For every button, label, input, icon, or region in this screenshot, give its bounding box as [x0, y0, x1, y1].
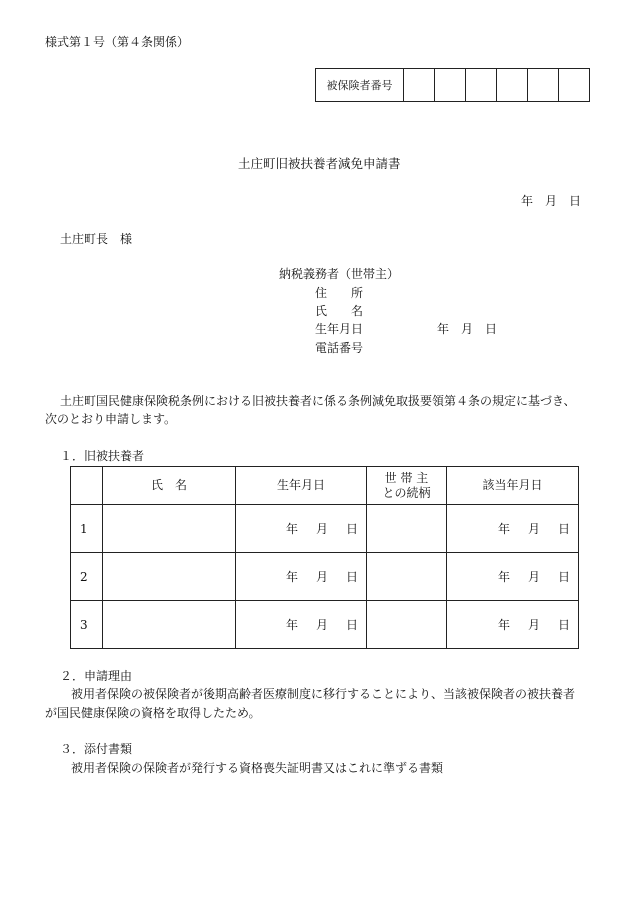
insured-number-cell[interactable]: [559, 69, 589, 101]
header-name: 氏 名: [103, 467, 236, 505]
header-blank: [71, 467, 103, 505]
header-applicable-date: 該当年月日: [447, 467, 579, 505]
dependent-dob-cell[interactable]: 年 月 日: [236, 553, 367, 601]
dependent-dob-cell[interactable]: 年 月 日: [236, 505, 367, 553]
dependent-name-cell[interactable]: [103, 601, 236, 649]
table-header-row: [71, 467, 579, 505]
applicant-phone-label: 電話番号: [315, 341, 364, 355]
section3-heading: ３．添付書類: [60, 742, 133, 756]
addressee: 土庄町長 様: [60, 232, 133, 246]
table-row: [71, 505, 579, 553]
insured-number-cell[interactable]: [497, 69, 528, 101]
relation-cell[interactable]: [367, 601, 447, 649]
dependents-table: [70, 466, 579, 649]
insured-number-label: 被保険者番号: [316, 69, 404, 101]
applicant-dob-label: 生年月日: [315, 322, 364, 336]
row-number: 2: [71, 553, 103, 601]
insured-number-cell[interactable]: [528, 69, 559, 101]
section3-text-line1: 被用者保険の保険者が発行する資格喪失証明書又はこれに準ずる書類: [71, 761, 444, 775]
body-text-line2: 次のとおり申請します。: [45, 412, 177, 426]
applicable-date-cell[interactable]: 年 月 日: [447, 601, 579, 649]
table-row: [71, 553, 579, 601]
section1-heading: １．旧被扶養者: [60, 449, 145, 463]
applicable-date-cell[interactable]: 年 月 日: [447, 553, 579, 601]
header-dob: 生年月日: [236, 467, 367, 505]
header-relation: 世 帯 主 との続柄: [367, 467, 447, 505]
section2-text-line1: 被用者保険の被保険者が後期高齢者医療制度に移行することにより、当該被保険者の被扶養者: [71, 687, 576, 701]
applicable-date-cell[interactable]: 年 月 日: [447, 505, 579, 553]
applicant-heading: 納税義務者（世帯主）: [279, 267, 400, 281]
document-title: 土庄町旧被扶養者減免申請書: [238, 156, 401, 171]
applicant-name-label: 氏 名: [315, 304, 364, 318]
relation-cell[interactable]: [367, 505, 447, 553]
applicant-dob-value[interactable]: 年 月 日: [437, 322, 498, 336]
relation-cell[interactable]: [367, 553, 447, 601]
section2-heading: ２．申請理由: [60, 669, 133, 683]
section2-text-line2: が国民健康保険の資格を取得したため。: [45, 706, 261, 720]
dependent-dob-cell[interactable]: 年 月 日: [236, 601, 367, 649]
body-text-line1: 土庄町国民健康保険税条例における旧被扶養者に係る条例減免取扱要領第４条の規定に基づき、: [60, 394, 576, 408]
insured-number-cell[interactable]: [466, 69, 497, 101]
row-number: 1: [71, 505, 103, 553]
form-number: 様式第１号（第４条関係）: [45, 35, 190, 49]
insured-number-cell[interactable]: [435, 69, 466, 101]
table-row: [71, 601, 579, 649]
application-date[interactable]: 年 月 日: [521, 194, 582, 208]
insured-number-box: [315, 68, 590, 102]
insured-number-cell[interactable]: [404, 69, 435, 101]
dependent-name-cell[interactable]: [103, 505, 236, 553]
dependent-name-cell[interactable]: [103, 553, 236, 601]
applicant-address-label: 住 所: [315, 286, 364, 300]
row-number: 3: [71, 601, 103, 649]
